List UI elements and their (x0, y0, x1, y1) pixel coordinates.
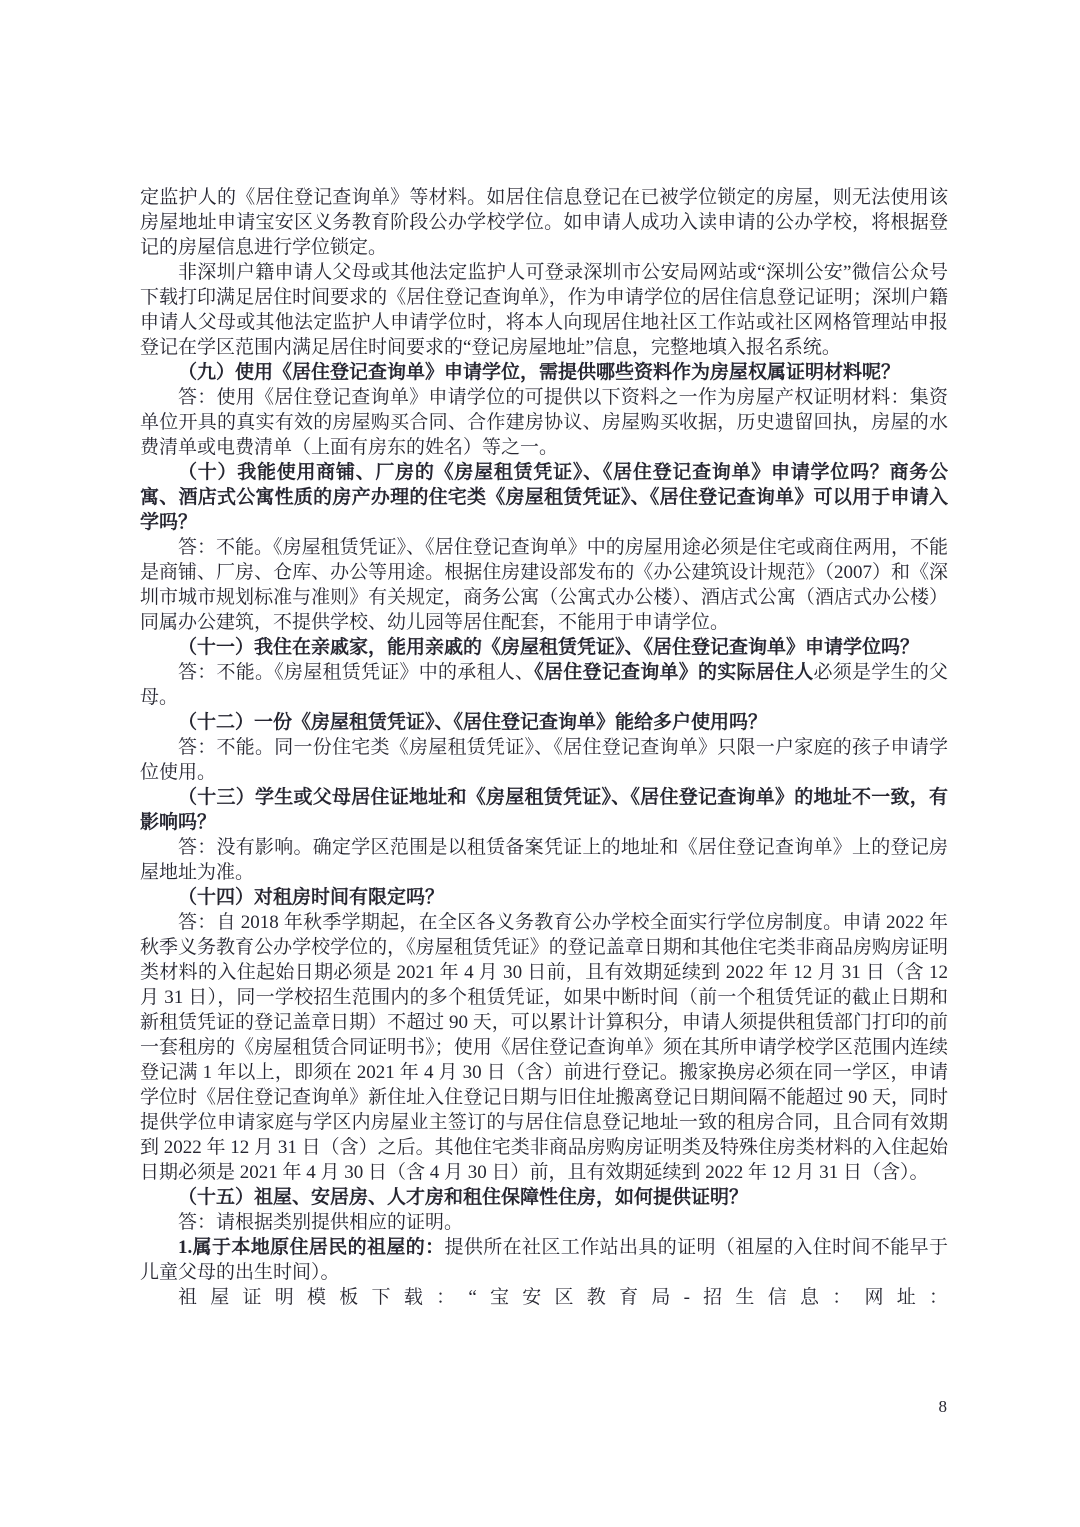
text-run: 答：没有影响。确定学区范围是以租赁备案凭证上的地址和《居住登记查询单》上的登记房屋地址为准。 (140, 837, 948, 883)
text-run: 答：使用《居住登记查询单》申请学位的可提供以下资料之一作为房屋产权证明材料：集资单位开具的真实有效的房屋购买合同、合作建房协议、房屋购买收据，历史遗留回执，房屋的水费清单或电费清单（上面有房东的姓名）等之一。 (140, 387, 948, 458)
text-run: 定监护人的《居住登记查询单》等材料。如居住信息登记在已被学位锁定的房屋，则无法使用该房屋地址申请宝安区义务教育阶段公办学校学位。如申请人成功入读申请的公办学校，将根据登记的房屋信息进行学位锁定。 (140, 187, 948, 258)
answer-q13 (140, 835, 948, 885)
text-run: 答：不能。同一份住宅类《房屋租赁凭证》、《居住登记查询单》只限一户家庭的孩子申请学位使用。 (140, 737, 948, 783)
text-run: 答：不能。《房屋租赁凭证》中的承租人、 (178, 662, 535, 683)
heading-q14 (140, 885, 948, 910)
page-number: 8 (938, 1397, 947, 1416)
para-residence-registration (140, 260, 948, 360)
heading-q11 (140, 635, 948, 660)
answer-q9 (140, 385, 948, 460)
text-run: （十五）祖屋、安居房、人才房和租住保障性住房，如何提供证明？ (178, 1187, 749, 1208)
document-body (140, 185, 948, 1310)
text-run: （十三）学生或父母居住证地址和《房屋租赁凭证》、《居住登记查询单》的地址不一致，有影响吗？ (140, 787, 948, 833)
text-run: （十一）我住在亲戚家，能用亲戚的《房屋租赁凭证》、《居住登记查询单》申请学位吗？ (178, 637, 920, 658)
text-run: （十四）对租房时间有限定吗？ (178, 887, 445, 908)
para-intro-continued (140, 185, 948, 260)
page-footer (939, 1397, 948, 1417)
text-run: 非深圳户籍申请人父母或其他法定监护人可登录深圳市公安局网站或“深圳公安”微信公众号下载打印满足居住时间要求的《居住登记查询单》，作为申请学位的居住信息登记证明；深圳户籍申请人父母或其他法定监护人申请学位时，将本人向现居住地社区工作站或社区网格管理站申报登记在学区范围内满足居住时间要求的“登记房屋地址”信息，完整地填入报名系统。 (140, 262, 948, 358)
heading-q10 (140, 460, 948, 535)
item-ancestral-house (140, 1235, 948, 1285)
answer-q14 (140, 910, 948, 1185)
heading-q13 (140, 785, 948, 835)
text-run: （十）我能使用商铺、厂房的《房屋租赁凭证》、《居住登记查询单》申请学位吗？商务公寓、酒店式公寓性质的房产办理的住宅类《房屋租赁凭证》、《居住登记查询单》可以用于申请入学吗？ (140, 462, 948, 533)
text-run: 提供所在社区工作站出具的证明（祖屋的入住时间不能早于儿童父母的出生时间）。 (140, 1237, 948, 1283)
text-run: 答：请根据类别提供相应的证明。 (178, 1212, 464, 1233)
text-run: 《居住登记查询单》的实际居住人 (534, 662, 814, 683)
text-run: 必须是学生的父母。 (140, 662, 948, 708)
text-run: （九）使用《居住登记查询单》申请学位，需提供哪些资料作为房屋权属证明材料呢？ (178, 362, 901, 383)
text-run: 答：自 2018 年秋季学期起，在全区各义务教育公办学校全面实行学位房制度。申请 2022 年秋季义务教育公办学校学位的，《房屋租赁凭证》的登记盖章日期和其他住宅类非商品房购房证明类材料的入住起始日期必须是 2021 年 4 月 30 日前，且有效期延续到 2022 年 12 月 31 日（含 12 月 31 日），同一学校招生范围内的多个租赁凭证，如果中断时间（前一个租赁凭证的截止日期和新租赁凭证的登记盖章日期）不超过 90 天，可以累计计算积分，申请人须提供租赁部门打印的前一套租房的《房屋租赁合同证明书》；使用《居住登记查询单》须在其所申请学校学区范围内连续登记满 1 年以上，即须在 2021 年 4 月 30 日（含）前进行登记。搬家换房必须在同一学区，申请学位时《居住登记查询单》新住址入住登记日期与旧住址搬离登记日期间隔不能超过 90 天，同时提供学位申请家庭与学区内房屋业主签订的与居住信息登记地址一致的租房合同，且合同有效期到 2022 年 12 月 31 日（含）之后。其他住宅类非商品房购房证明类及特殊住房类材料的入住起始日期必须是 2021 年 4 月 30 日（含 4 月 30 日）前，且有效期延续到 2022 年 12 月 31 日（含）。 (140, 912, 948, 1183)
text-run: 祖屋证明模板下载：“宝安区教育局-招生信息：网址： (178, 1287, 948, 1308)
answer-q15 (140, 1210, 948, 1235)
answer-q12 (140, 735, 948, 785)
heading-q9 (140, 360, 948, 385)
heading-q15 (140, 1185, 948, 1210)
para-template-download (140, 1285, 948, 1310)
answer-q11 (140, 660, 948, 710)
text-run: 1.属于本地原住居民的祖屋的： (178, 1237, 445, 1258)
heading-q12 (140, 710, 948, 735)
text-run: （十二）一份《房屋租赁凭证》、《居住登记查询单》能给多户使用吗？ (178, 712, 768, 733)
text-run: 答：不能。《房屋租赁凭证》、《居住登记查询单》中的房屋用途必须是住宅或商住两用，不能是商铺、厂房、仓库、办公等用途。根据住房建设部发布的《办公建筑设计规范》（2007）和《深圳市城市规划标准与准则》有关规定，商务公寓（公寓式办公楼）、酒店式公寓（酒店式办公楼）同属办公建筑，不提供学校、幼儿园等居住配套，不能用于申请学位。 (140, 537, 948, 633)
answer-q10 (140, 535, 948, 635)
